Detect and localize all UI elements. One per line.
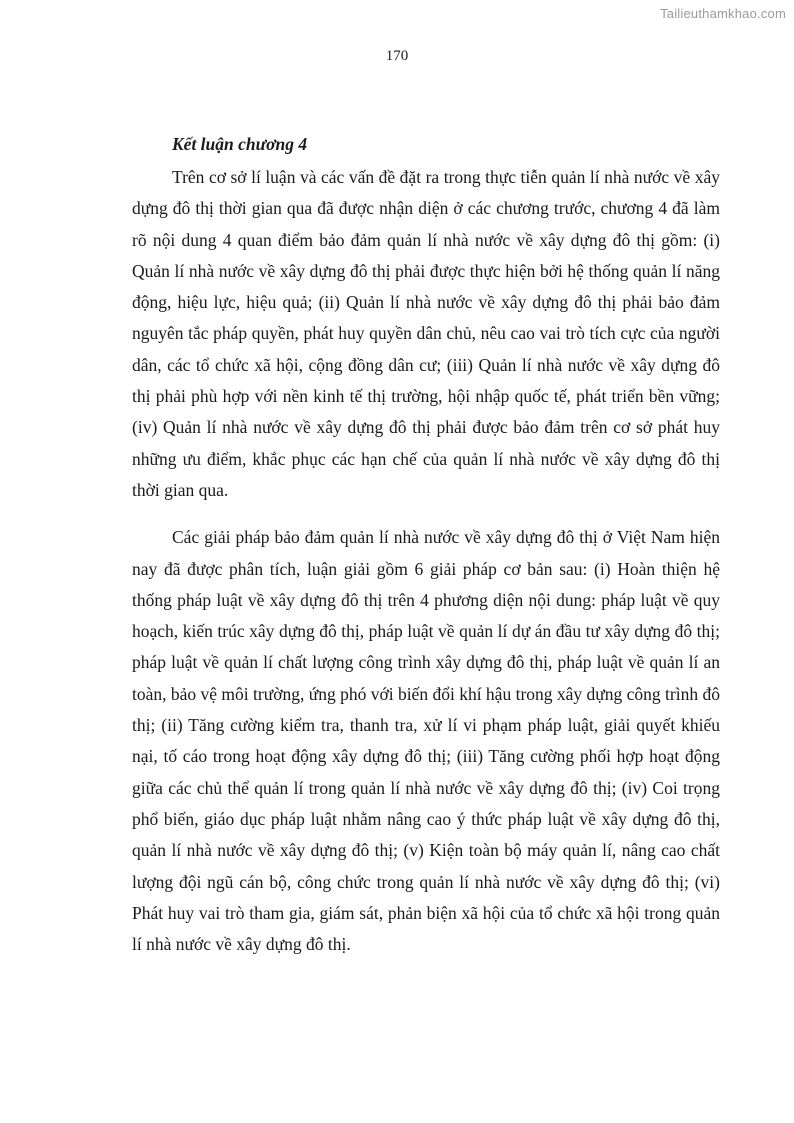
watermark: Tailieuthamkhao.com: [660, 6, 786, 21]
paragraph-viewpoints: Trên cơ sở lí luận và các vấn đề đặt ra trong thực tiễn quản lí nhà nước về xây dựng đô thị thời gian qua đã được nhận diện ở các chương trước, chương 4 đã làm rõ nội dung 4 quan điểm bảo đảm quản lí nhà nước về xây dựng đô thị gồm: (i) Quản lí nhà nước về xây dựng đô thị phải được thực hiện bởi hệ thống quản lí năng động, hiệu lực, hiệu quả; (ii) Quản lí nhà nước về xây dựng đô thị phải bảo đảm nguyên tắc pháp quyền, phát huy quyền dân chủ, nêu cao vai trò tích cực của người dân, các tổ chức xã hội, cộng đồng dân cư; (iii) Quản lí nhà nước về xây dựng đô thị phải phù hợp với nền kinh tế thị trường, hội nhập quốc tế, phát triển bền vững; (iv) Quản lí nhà nước về xây dựng đô thị phải được bảo đảm trên cơ sở phát huy những ưu điểm, khắc phục các hạn chế của quản lí nhà nước về xây dựng đô thị thời gian qua.: [132, 167, 720, 500]
page-number: 170: [385, 48, 409, 64]
document-body: [132, 126, 720, 960]
paragraph-solutions: Các giải pháp bảo đảm quản lí nhà nước về xây dựng đô thị ở Việt Nam hiện nay đã được phân tích, luận giải gồm 6 giải pháp cơ bản sau: (i) Hoàn thiện hệ thống pháp luật về xây dựng đô thị trên 4 phương diện nội dung: pháp luật về quy hoạch, kiến trúc xây dựng đô thị, pháp luật về quản lí dự án đầu tư xây dựng đô thị; pháp luật về quản lí chất lượng công trình xây dựng đô thị, pháp luật về quản lí an toàn, bảo vệ môi trường, ứng phó với biến đổi khí hậu trong xây dựng công trình đô thị; (ii) Tăng cường kiểm tra, thanh tra, xử lí vi phạm pháp luật, giải quyết khiếu nại, tố cáo trong hoạt động xây dựng đô thị; (iii) Tăng cường phối hợp hoạt động giữa các chủ thể quản lí trong quản lí nhà nước về xây dựng đô thị; (iv) Coi trọng phổ biến, giáo dục pháp luật nhằm nâng cao ý thức pháp luật về xây dựng đô thị, quản lí nhà nước về xây dựng đô thị; (v) Kiện toàn bộ máy quản lí, nâng cao chất lượng đội ngũ cán bộ, công chức trong quản lí nhà nước về xây dựng đô thị; (vi) Phát huy vai trò tham gia, giám sát, phản biện xã hội của tổ chức xã hội trong quản lí nhà nước về xây dựng đô thị.: [132, 527, 720, 955]
chapter-conclusion-heading: Kết luận chương 4: [172, 134, 308, 154]
